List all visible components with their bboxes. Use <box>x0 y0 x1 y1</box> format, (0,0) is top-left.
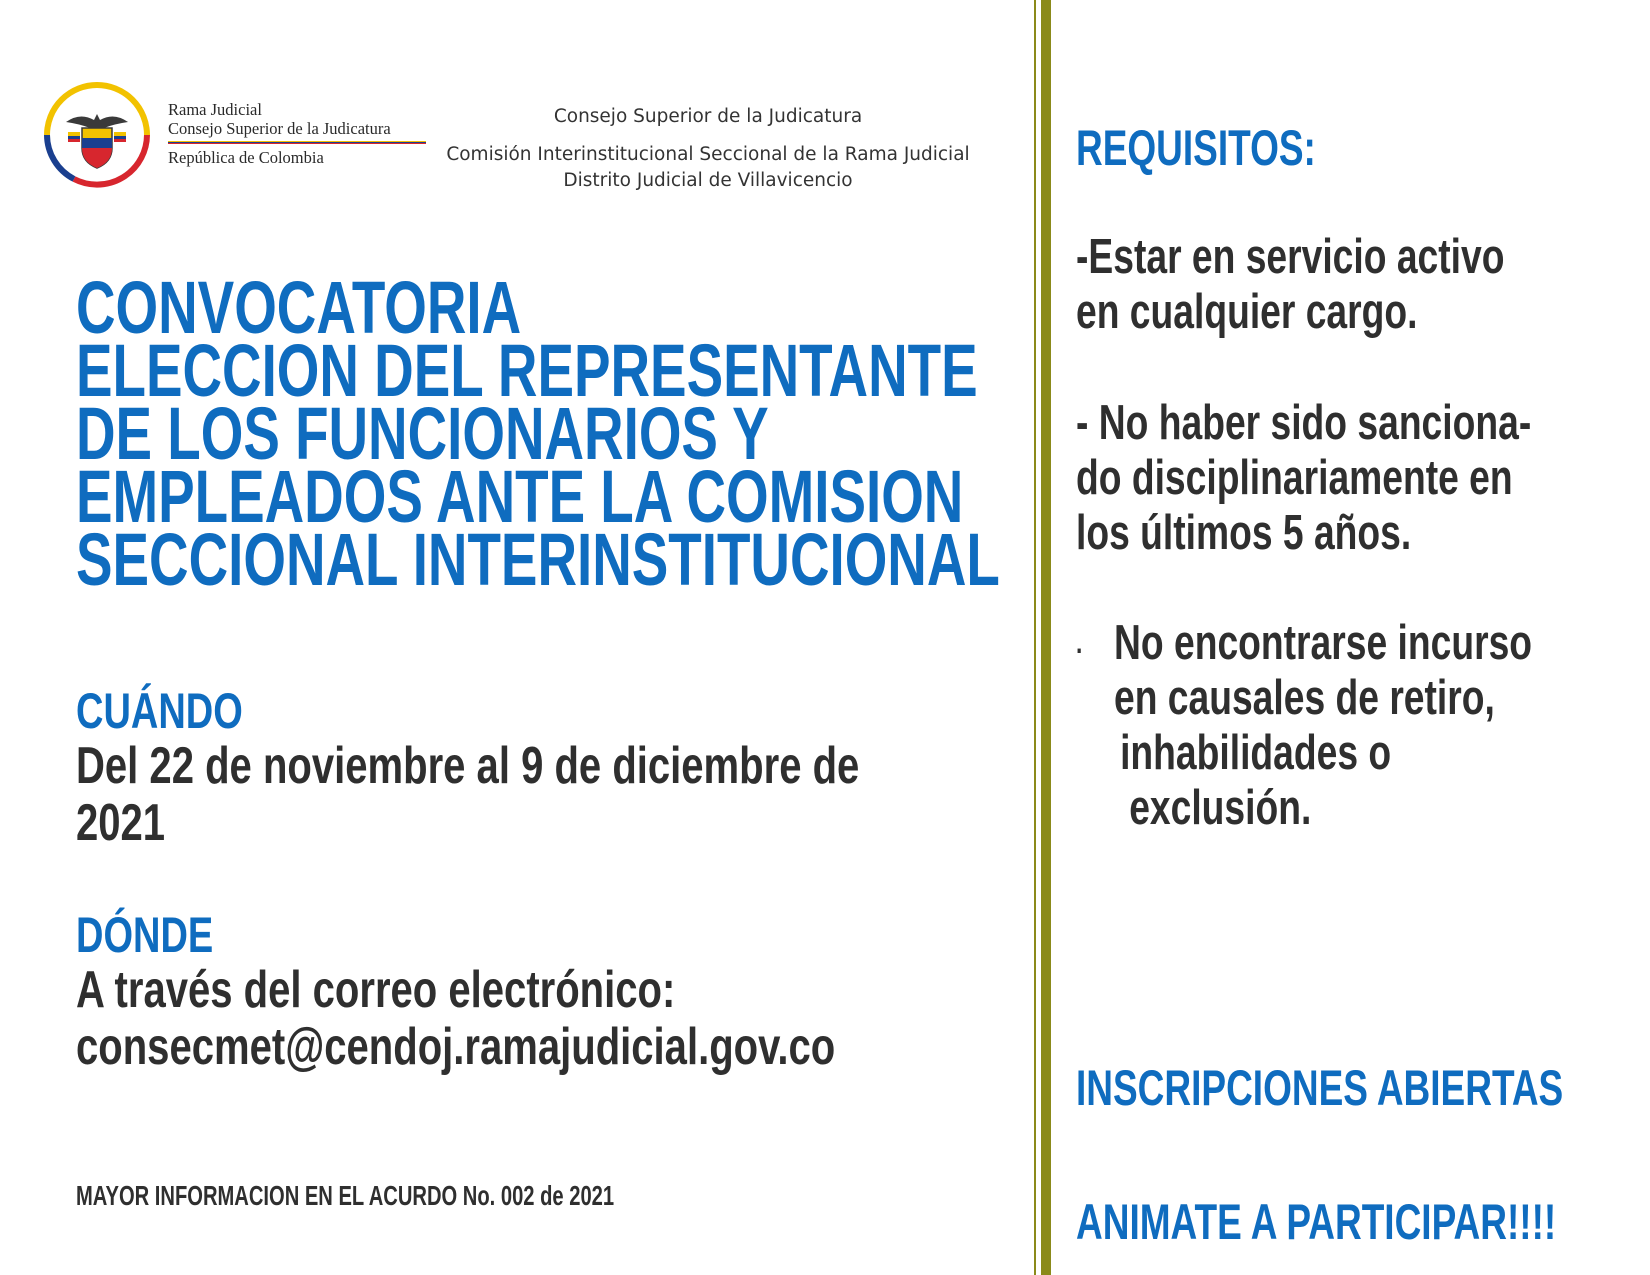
council-line-1: Consejo Superior de la Judicatura <box>553 106 863 127</box>
requirement-2-line-2: do disciplinariamente en <box>1076 451 1513 505</box>
vertical-divider <box>1034 0 1051 1275</box>
council-line-2: Comisión Interinstitucional Seccional de la Rama Judicial <box>446 144 970 165</box>
participate-banner: ANIMATE A PARTICIPAR!!!! <box>1076 1194 1557 1250</box>
requirements-title: REQUISITOS: <box>1076 120 1316 176</box>
main-title <box>76 266 1000 601</box>
title-line-4: EMPLEADOS ANTE LA COMISION <box>76 455 964 538</box>
where-email: consecmet@cendoj.ramajudicial.gov.co <box>76 1018 836 1076</box>
requirement-3-line-4: exclusión. <box>1129 781 1312 835</box>
org-line-consejo: Consejo Superior de la Judicatura <box>168 119 391 138</box>
title-line-2: ELECCION DEL REPRESENTANTE <box>76 329 978 412</box>
council-line-3: Distrito Judicial de Villavicencio <box>563 170 853 191</box>
where-label: DÓNDE <box>76 907 214 963</box>
requirement-2-line-1: - No haber sido sanciona- <box>1076 396 1532 450</box>
registrations-open-banner: INSCRIPCIONES ABIERTAS <box>1076 1060 1564 1116</box>
when-label: CUÁNDO <box>76 683 243 739</box>
organization-name-block <box>168 100 426 167</box>
title-line-3: DE LOS FUNCIONARIOS Y <box>76 392 769 475</box>
requirement-1-line-2: en cualquier cargo. <box>1076 285 1418 339</box>
org-line-rama-judicial: Rama Judicial <box>168 100 262 119</box>
requirement-3-line-2: en causales de retiro, <box>1114 671 1495 725</box>
where-details <box>76 962 835 1076</box>
council-heading-block <box>438 104 978 194</box>
requirement-2 <box>1076 396 1531 561</box>
when-line-2: 2021 <box>76 794 166 852</box>
when-line-1: Del 22 de noviembre al 9 de diciembre de <box>76 737 860 795</box>
title-line-5: SECCIONAL INTERINSTITUCIONAL <box>76 518 1000 601</box>
colombia-judicial-seal-icon <box>44 82 150 188</box>
requirement-1-line-1: -Estar en servicio activo <box>1076 230 1505 284</box>
title-line-1: CONVOCATORIA <box>76 266 522 349</box>
when-dates <box>76 738 859 852</box>
requirement-3 <box>1114 616 1532 836</box>
requirement-3-line-1: No encontrarse incurso <box>1114 616 1533 670</box>
footer-note: MAYOR INFORMACION EN EL ACURDO No. 002 de 2021 <box>76 1180 615 1211</box>
requirement-3-bullet: . <box>1076 627 1083 660</box>
tricolor-rule <box>168 141 426 144</box>
org-line-republica: República de Colombia <box>168 148 324 167</box>
where-line-1: A través del correo electrónico: <box>76 961 676 1019</box>
requirement-2-line-3: los últimos 5 años. <box>1076 506 1412 560</box>
requirement-3-line-3: inhabilidades o <box>1120 726 1392 780</box>
requirement-1 <box>1076 230 1504 340</box>
